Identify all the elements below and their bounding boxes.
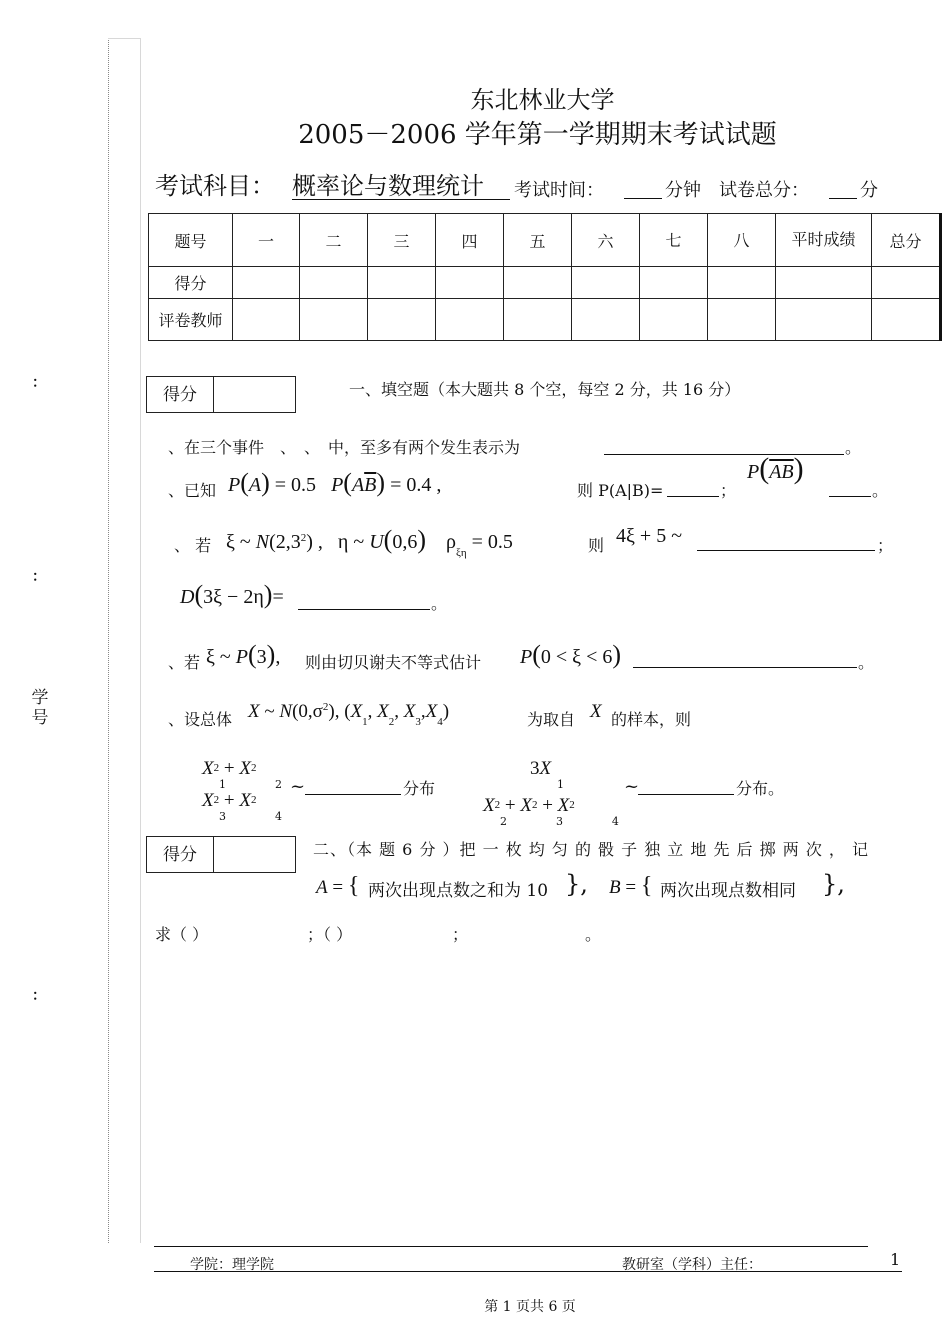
table-header-row bbox=[149, 214, 941, 267]
table-header: 五 bbox=[504, 214, 572, 267]
margin-colon: ： bbox=[32, 375, 46, 391]
table-cell bbox=[776, 299, 872, 341]
score-box-1 bbox=[146, 376, 296, 413]
q3-blank-2 bbox=[298, 593, 430, 610]
table-header: 二 bbox=[300, 214, 368, 267]
event-a-formula: A = { bbox=[316, 873, 360, 899]
score-box-2 bbox=[146, 836, 296, 873]
table-cell bbox=[504, 299, 572, 341]
q3-formula: ξ ~ $N(2,3^2)$ , η ~ U(0,6) $\rho_{\xi\eta} = 0.5$ bbox=[226, 525, 513, 559]
footer-rule-top bbox=[154, 1246, 868, 1247]
section2-ask: 求（ ） bbox=[155, 925, 209, 944]
q3-end: ； bbox=[877, 536, 894, 555]
time-blank bbox=[624, 178, 662, 199]
q4-blank bbox=[633, 651, 857, 668]
q2-blank-2 bbox=[829, 480, 871, 497]
table-header: 题号 bbox=[149, 214, 233, 267]
total-label: 试卷总分： bbox=[719, 180, 809, 201]
table-cell bbox=[640, 299, 708, 341]
footer-director: 教研室（学科）主任： bbox=[622, 1257, 762, 1273]
q5-blank-1 bbox=[305, 778, 401, 795]
q3-formula-2: 4ξ + 5 ~ bbox=[616, 525, 683, 547]
q5-dist2: 分布。 bbox=[736, 779, 785, 798]
table-cell bbox=[368, 267, 436, 299]
section2-title: 二、（本 题 6 分 ）把 一 枚 均 匀 的 骰 子 独 立 地 先 后 掷 两 次 ， 记 bbox=[313, 840, 869, 859]
q2-blank-1 bbox=[667, 480, 719, 497]
event-a-text: 两次出现点数之和为 10 bbox=[368, 881, 549, 901]
row-label: 评卷教师 bbox=[149, 299, 233, 341]
points-unit: 分 bbox=[860, 180, 878, 201]
q1-text: 、在三个事件 、 、 中，至多有两个发生表示为 bbox=[168, 438, 521, 457]
q3b-end: 。 bbox=[431, 594, 448, 613]
q4-prefix: 、若 bbox=[168, 653, 201, 672]
q5-prefix: 、设总体 bbox=[168, 710, 233, 729]
fraction1-denominator: X2 + X2 bbox=[202, 790, 257, 811]
fraction2-numerator: 3X bbox=[530, 758, 552, 779]
table-cell bbox=[776, 267, 872, 299]
binding-dotted-line bbox=[108, 38, 109, 1243]
binding-margin-top bbox=[108, 38, 140, 39]
table-cell bbox=[300, 267, 368, 299]
table-row bbox=[149, 267, 941, 299]
table-cell bbox=[300, 299, 368, 341]
time-label: 考试时间： bbox=[514, 180, 604, 201]
q5-blank-2 bbox=[638, 778, 734, 795]
table-cell bbox=[872, 267, 941, 299]
table-cell bbox=[872, 299, 941, 341]
minutes-unit: 分钟 bbox=[665, 180, 701, 201]
table-cell bbox=[368, 299, 436, 341]
q2-prefix: 、已知 bbox=[168, 481, 217, 500]
row-label: 得分 bbox=[149, 267, 233, 299]
fraction2-denominator-subscripts: 2 3 4 bbox=[500, 815, 619, 828]
event-a-close: }, bbox=[565, 870, 588, 898]
q1-end: 。 bbox=[845, 438, 862, 457]
footer-page-number: 1 bbox=[890, 1250, 901, 1269]
table-cell bbox=[436, 299, 504, 341]
tilde-2: ~ bbox=[624, 776, 640, 797]
table-cell bbox=[640, 267, 708, 299]
table-cell bbox=[708, 267, 776, 299]
q1-blank bbox=[604, 436, 844, 455]
q2-formula: P(A) = 0.5 $P(A\overline{B}) = 0.4$ , bbox=[228, 468, 442, 497]
footer-college: 学院：理学院 bbox=[190, 1257, 274, 1273]
section2-ask-sep1: ；（ ） bbox=[307, 925, 353, 944]
section2-ask-sep2: ； bbox=[452, 925, 469, 944]
fraction1-denominator-subscripts: 3 4 bbox=[219, 810, 282, 823]
subject-value: 概率论与数理统计 bbox=[292, 166, 510, 200]
q2-sep: ； bbox=[720, 481, 737, 500]
subject-label: 考试科目： bbox=[155, 172, 275, 200]
q2-end: 。 bbox=[872, 481, 889, 500]
university-name: 东北林业大学 bbox=[470, 86, 615, 114]
total-blank bbox=[829, 178, 857, 199]
q3-blank-1 bbox=[697, 534, 875, 551]
q4-end: 。 bbox=[858, 653, 875, 672]
margin-colon: ： bbox=[32, 988, 46, 1004]
table-cell bbox=[504, 267, 572, 299]
q5-formula: X ~ $N(0,\sigma^2)$, ($X_1$, $X_2$, $X_3,X_4$) bbox=[248, 701, 450, 728]
binding-margin-line bbox=[140, 38, 141, 1243]
score-box-label: 得分 bbox=[147, 837, 214, 872]
q5-end: 的样本，则 bbox=[611, 710, 692, 729]
q3-then: 则 bbox=[588, 536, 605, 555]
event-b-text: 两次出现点数相同 bbox=[660, 881, 796, 901]
table-row bbox=[149, 299, 941, 341]
q5-dist1: 分布 bbox=[403, 779, 436, 798]
fraction2-denominator: X2 + X2 + X2 bbox=[483, 795, 575, 816]
q4-formula-2: P(0 < ξ < 6) bbox=[520, 640, 622, 669]
q3b-formula: D(3ξ − 2η)= bbox=[180, 580, 284, 609]
q3-prefix: 、 若 bbox=[174, 536, 212, 555]
q2-then: 则 P(A|B)= bbox=[577, 481, 664, 500]
fraction2-numerator-subscript: 1 bbox=[557, 778, 564, 791]
margin-student-no: 学号 bbox=[31, 688, 49, 728]
table-header: 三 bbox=[368, 214, 436, 267]
event-b-formula: B = { bbox=[609, 873, 653, 899]
q4-formula: ξ ~ P(3), bbox=[206, 640, 281, 669]
table-header: 七 bbox=[640, 214, 708, 267]
table-header: 平时成绩 bbox=[776, 214, 872, 267]
section2-ask-end: 。 bbox=[585, 925, 602, 944]
q4-mid: 则由切贝谢夫不等式估计 bbox=[305, 653, 482, 672]
table-cell bbox=[436, 267, 504, 299]
table-header: 总分 bbox=[872, 214, 941, 267]
footer-rule-bottom bbox=[154, 1271, 902, 1272]
table-header: 一 bbox=[233, 214, 300, 267]
q5-x: X bbox=[590, 701, 602, 722]
table-cell bbox=[233, 299, 300, 341]
score-table bbox=[148, 213, 942, 341]
q2-formula-2: $P(\overline{AB})$ bbox=[747, 452, 804, 485]
section1-title: 一、填空题（本大题共 8 个空，每空 2 分，共 16 分） bbox=[349, 380, 741, 399]
tilde-1: ~ bbox=[290, 776, 306, 797]
table-cell bbox=[572, 299, 640, 341]
table-header: 六 bbox=[572, 214, 640, 267]
q5-mid: 为取自 bbox=[527, 710, 576, 729]
exam-title: 2005－2006 学年第一学期期末考试试题 bbox=[298, 120, 777, 150]
margin-colon: ： bbox=[32, 569, 46, 585]
fraction1-subscripts: 1 2 bbox=[219, 778, 282, 791]
footer-page-info: 第 1 页共 6 页 bbox=[484, 1299, 576, 1315]
event-b-close: }, bbox=[822, 870, 845, 898]
table-header: 四 bbox=[436, 214, 504, 267]
score-box-label: 得分 bbox=[147, 377, 214, 412]
table-cell bbox=[572, 267, 640, 299]
fraction1-numerator: X2 + X2 bbox=[202, 758, 257, 779]
table-header: 八 bbox=[708, 214, 776, 267]
table-cell bbox=[708, 299, 776, 341]
table-cell bbox=[233, 267, 300, 299]
